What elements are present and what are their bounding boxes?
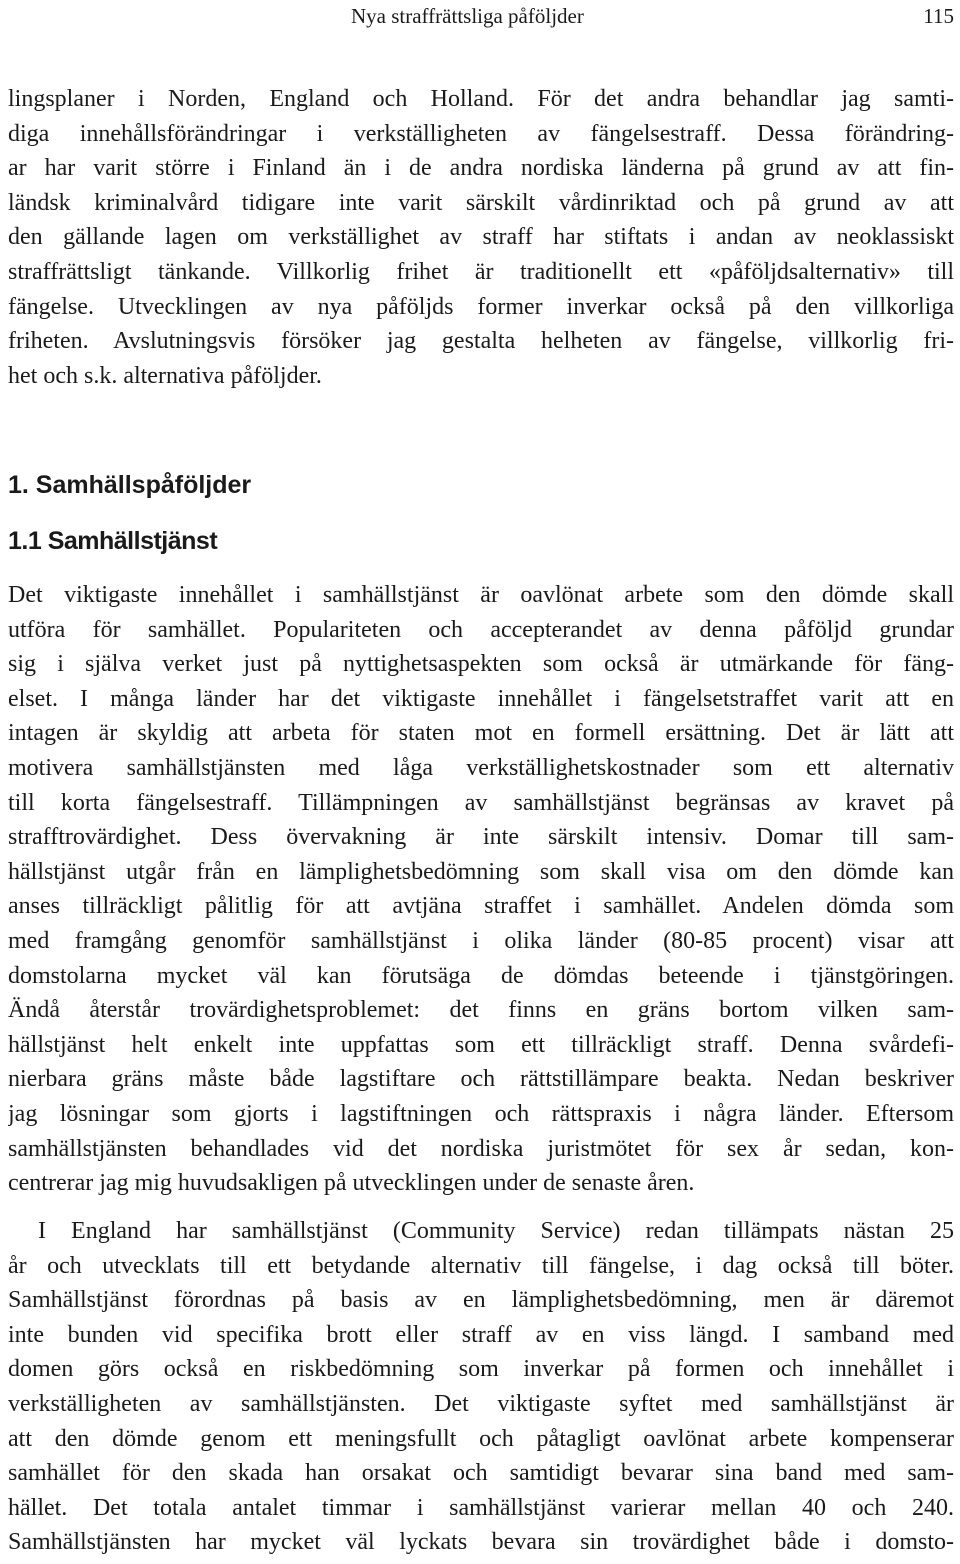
text-line: diga innehållsförändringar i verkställigheten av fängelsestraff. Dessa förändring- bbox=[8, 120, 954, 147]
text-line: intagen är skyldig att arbeta för staten mot en formell ersättning. Det är lätt att bbox=[8, 720, 954, 747]
text-line: år och utvecklats till ett betydande alternativ till fängelse, i dag också till böter. bbox=[8, 1252, 954, 1279]
text-line: domen görs också en riskbedömning som inverkar på formen och innehållet i bbox=[8, 1356, 954, 1383]
text-line: ar har varit större i Finland än i de andra nordiska länderna på grund av att fin- bbox=[8, 155, 954, 182]
text-line: anses tillräckligt pålitlig för att avtjäna straffet i samhället. Andelen dömda som bbox=[8, 893, 954, 920]
text-line: Ändå återstår trovärdighetsproblemet: det finns en gräns bortom vilken sam- bbox=[8, 997, 954, 1024]
text-line: att den dömde genom ett meningsfullt och påtagligt oavlönat arbete kompenserar bbox=[8, 1425, 954, 1452]
text-line: straffrättsligt tänkande. Villkorlig frihet är traditionellt ett «påföljdsalternativ» till bbox=[8, 258, 954, 285]
text-line: domstolarna mycket väl kan förutsäga de dömdas beteende i tjänstgöringen. bbox=[8, 962, 954, 989]
text-line: sig i själva verket just på nyttighetsaspekten som också är utmärkande för fäng- bbox=[8, 651, 954, 678]
page-number: 115 bbox=[923, 4, 954, 28]
text-line: lingsplaner i Norden, England och Holland. För det andra behandlar jag samti- bbox=[8, 86, 954, 112]
intro-paragraph bbox=[8, 82, 954, 393]
text-line: verkställigheten av samhällstjänsten. Det viktigaste syftet med samhällstjänst är bbox=[8, 1390, 954, 1417]
section-heading: 1. Samhällspåföljder bbox=[8, 471, 252, 499]
running-title: Nya straffrättsliga påföljder bbox=[351, 4, 584, 28]
text-line: hället. Det totala antalet timmar i samhällstjänst varierar mellan 40 och 240. bbox=[8, 1494, 954, 1521]
text-line: elset. I många länder har det viktigaste innehållet i fängelsetstraffet varit att en bbox=[8, 685, 954, 712]
subsection-heading: 1.1 Samhällstjänst bbox=[8, 527, 218, 555]
body-paragraph-1 bbox=[8, 578, 954, 1201]
text-line: motivera samhällstjänsten med låga verkställighetskostnader som ett alternativ bbox=[8, 754, 954, 781]
text-line: friheten. Avslutningsvis försöker jag gestalta helheten av fängelse, villkorlig fri- bbox=[8, 328, 954, 355]
running-header bbox=[8, 4, 954, 28]
text-line: samhällstjänsten behandlades vid det nordiska juristmötet för sex år sedan, kon- bbox=[8, 1135, 954, 1162]
text-line: hällstjänst utgår från en lämplighetsbedömning som skall visa om den dömde kan bbox=[8, 858, 954, 885]
text-line: utföra för samhället. Populariteten och accepterandet av denna påföljd grundar bbox=[8, 616, 954, 643]
text-line: till korta fängelsestraff. Tillämpningen av samhällstjänst begränsas av kravet på bbox=[8, 789, 954, 816]
text-line: I England har samhällstjänst (Community Service) redan tillämpats nästan 25 bbox=[38, 1218, 954, 1244]
text-line: Det viktigaste innehållet i samhällstjänst är oavlönat arbete som den dömde skall bbox=[8, 582, 954, 608]
text-line: Samhällstjänsten har mycket väl lyckats bevara sin trovärdighet både i domsto- bbox=[8, 1529, 954, 1556]
text-line: inte bunden vid specifika brott eller straff av en viss längd. I samband med bbox=[8, 1321, 954, 1348]
text-line: ländsk kriminalvård tidigare inte varit särskilt vårdinriktad och på grund av att bbox=[8, 189, 954, 216]
text-line: den gällande lagen om verkställighet av straff har stiftats i andan av neoklassiskt bbox=[8, 224, 954, 251]
text-line: fängelse. Utvecklingen av nya påföljds former inverkar också på den villkorliga bbox=[8, 293, 954, 320]
text-line: het och s.k. alternativa påföljder. bbox=[8, 362, 322, 389]
text-line: nierbara gräns måste både lagstiftare och rättstillämpare beakta. Nedan beskriver bbox=[8, 1066, 954, 1093]
text-line: med framgång genomför samhällstjänst i olika länder (80-85 procent) visar att bbox=[8, 927, 954, 954]
text-line: hällstjänst helt enkelt inte uppfattas som ett tillräckligt straff. Denna svårdefi- bbox=[8, 1031, 954, 1058]
body-paragraph-2 bbox=[8, 1214, 954, 1560]
text-line: samhället för den skada han orsakat och samtidigt bevarar sina band med sam- bbox=[8, 1460, 954, 1487]
text-line: strafftrovärdighet. Dess övervakning är inte särskilt intensiv. Domar till sam- bbox=[8, 824, 954, 851]
text-line: jag lösningar som gjorts i lagstiftningen och rättspraxis i några länder. Eftersom bbox=[8, 1100, 954, 1127]
text-line: Samhällstjänst förordnas på basis av en lämplighetsbedömning, men är däremot bbox=[8, 1287, 954, 1314]
text-line: centrerar jag mig huvudsakligen på utvecklingen under de senaste åren. bbox=[8, 1170, 695, 1197]
